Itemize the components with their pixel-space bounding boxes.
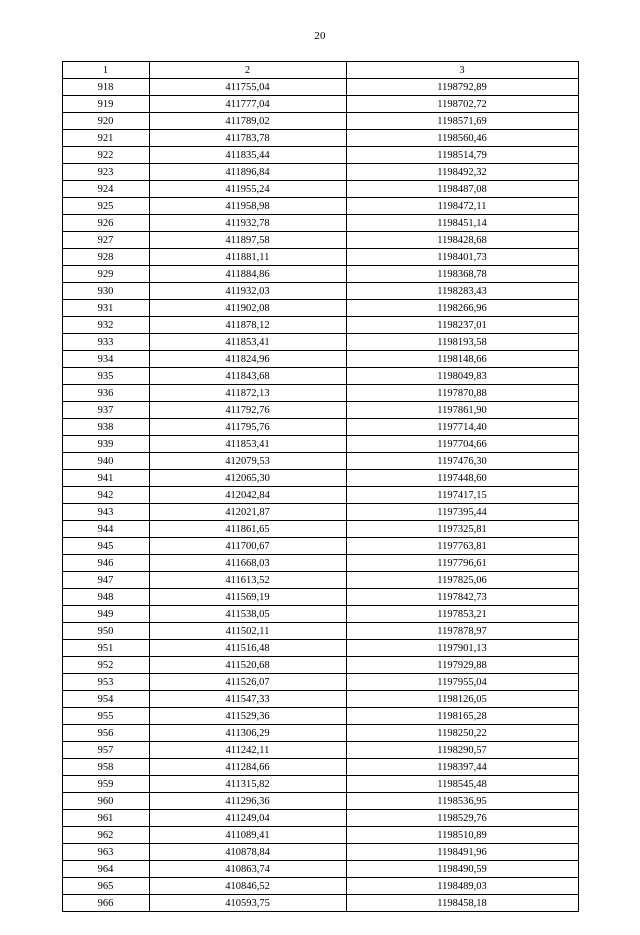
table-row xyxy=(62,487,578,504)
cell-y-coordinate: 1198529,76 xyxy=(346,810,578,827)
table-row xyxy=(62,878,578,895)
table-row xyxy=(62,147,578,164)
table-row xyxy=(62,266,578,283)
cell-x-coordinate: 412042,84 xyxy=(149,487,346,504)
coordinates-table-container xyxy=(0,61,640,912)
cell-y-coordinate: 1197955,04 xyxy=(346,674,578,691)
cell-x-coordinate: 411306,29 xyxy=(149,725,346,742)
cell-y-coordinate: 1197861,90 xyxy=(346,402,578,419)
table-row xyxy=(62,504,578,521)
cell-y-coordinate: 1198492,32 xyxy=(346,164,578,181)
cell-y-coordinate: 1198368,78 xyxy=(346,266,578,283)
table-row xyxy=(62,725,578,742)
cell-index: 945 xyxy=(62,538,149,555)
cell-y-coordinate: 1198126,05 xyxy=(346,691,578,708)
cell-y-coordinate: 1197901,13 xyxy=(346,640,578,657)
cell-y-coordinate: 1198489,03 xyxy=(346,878,578,895)
table-row xyxy=(62,198,578,215)
cell-x-coordinate: 411529,36 xyxy=(149,708,346,725)
cell-index: 943 xyxy=(62,504,149,521)
cell-x-coordinate: 411668,03 xyxy=(149,555,346,572)
cell-x-coordinate: 411872,13 xyxy=(149,385,346,402)
cell-x-coordinate: 411824,96 xyxy=(149,351,346,368)
cell-y-coordinate: 1198428,68 xyxy=(346,232,578,249)
cell-x-coordinate: 411897,58 xyxy=(149,232,346,249)
cell-index: 922 xyxy=(62,147,149,164)
cell-index: 959 xyxy=(62,776,149,793)
cell-y-coordinate: 1198401,73 xyxy=(346,249,578,266)
table-row xyxy=(62,623,578,640)
cell-y-coordinate: 1198487,08 xyxy=(346,181,578,198)
cell-index: 941 xyxy=(62,470,149,487)
table-row xyxy=(62,572,578,589)
table-header-row xyxy=(62,62,578,79)
cell-x-coordinate: 411284,66 xyxy=(149,759,346,776)
cell-index: 952 xyxy=(62,657,149,674)
table-row xyxy=(62,300,578,317)
cell-x-coordinate: 410846,52 xyxy=(149,878,346,895)
cell-index: 926 xyxy=(62,215,149,232)
cell-index: 949 xyxy=(62,606,149,623)
cell-y-coordinate: 1198514,79 xyxy=(346,147,578,164)
table-row xyxy=(62,776,578,793)
cell-index: 939 xyxy=(62,436,149,453)
cell-x-coordinate: 411881,11 xyxy=(149,249,346,266)
cell-y-coordinate: 1198451,14 xyxy=(346,215,578,232)
cell-index: 927 xyxy=(62,232,149,249)
table-row xyxy=(62,657,578,674)
cell-x-coordinate: 411089,41 xyxy=(149,827,346,844)
cell-y-coordinate: 1198458,18 xyxy=(346,895,578,912)
cell-x-coordinate: 412065,30 xyxy=(149,470,346,487)
cell-y-coordinate: 1197325,81 xyxy=(346,521,578,538)
cell-index: 918 xyxy=(62,79,149,96)
cell-x-coordinate: 411502,11 xyxy=(149,623,346,640)
cell-index: 942 xyxy=(62,487,149,504)
cell-index: 951 xyxy=(62,640,149,657)
cell-index: 960 xyxy=(62,793,149,810)
cell-y-coordinate: 1197448,60 xyxy=(346,470,578,487)
cell-y-coordinate: 1198571,69 xyxy=(346,113,578,130)
table-row xyxy=(62,606,578,623)
cell-x-coordinate: 411843,68 xyxy=(149,368,346,385)
cell-y-coordinate: 1198290,57 xyxy=(346,742,578,759)
cell-index: 938 xyxy=(62,419,149,436)
table-row xyxy=(62,708,578,725)
cell-y-coordinate: 1197714,40 xyxy=(346,419,578,436)
cell-y-coordinate: 1197870,88 xyxy=(346,385,578,402)
cell-y-coordinate: 1197853,21 xyxy=(346,606,578,623)
cell-x-coordinate: 411958,98 xyxy=(149,198,346,215)
cell-index: 928 xyxy=(62,249,149,266)
cell-index: 940 xyxy=(62,453,149,470)
table-row xyxy=(62,232,578,249)
cell-x-coordinate: 411896,84 xyxy=(149,164,346,181)
table-row xyxy=(62,674,578,691)
table-row xyxy=(62,164,578,181)
cell-x-coordinate: 412021,87 xyxy=(149,504,346,521)
cell-index: 931 xyxy=(62,300,149,317)
cell-index: 964 xyxy=(62,861,149,878)
document-page xyxy=(0,30,640,935)
table-row xyxy=(62,742,578,759)
cell-index: 929 xyxy=(62,266,149,283)
cell-y-coordinate: 1197704,66 xyxy=(346,436,578,453)
cell-x-coordinate: 411538,05 xyxy=(149,606,346,623)
table-row xyxy=(62,334,578,351)
cell-index: 948 xyxy=(62,589,149,606)
cell-index: 956 xyxy=(62,725,149,742)
cell-x-coordinate: 411777,04 xyxy=(149,96,346,113)
cell-y-coordinate: 1198560,46 xyxy=(346,130,578,147)
cell-index: 923 xyxy=(62,164,149,181)
cell-x-coordinate: 411700,67 xyxy=(149,538,346,555)
cell-index: 936 xyxy=(62,385,149,402)
cell-x-coordinate: 411835,44 xyxy=(149,147,346,164)
cell-x-coordinate: 410878,84 xyxy=(149,844,346,861)
table-row xyxy=(62,368,578,385)
table-row xyxy=(62,759,578,776)
table-head xyxy=(62,62,578,79)
table-row xyxy=(62,181,578,198)
cell-x-coordinate: 411932,03 xyxy=(149,283,346,300)
cell-y-coordinate: 1198266,96 xyxy=(346,300,578,317)
cell-y-coordinate: 1197929,88 xyxy=(346,657,578,674)
cell-y-coordinate: 1198397,44 xyxy=(346,759,578,776)
table-row xyxy=(62,470,578,487)
cell-y-coordinate: 1197842,73 xyxy=(346,589,578,606)
cell-x-coordinate: 411249,04 xyxy=(149,810,346,827)
cell-x-coordinate: 411955,24 xyxy=(149,181,346,198)
table-row xyxy=(62,827,578,844)
cell-index: 957 xyxy=(62,742,149,759)
cell-x-coordinate: 411932,78 xyxy=(149,215,346,232)
cell-x-coordinate: 411315,82 xyxy=(149,776,346,793)
cell-index: 963 xyxy=(62,844,149,861)
cell-x-coordinate: 411613,52 xyxy=(149,572,346,589)
cell-y-coordinate: 1198490,59 xyxy=(346,861,578,878)
cell-index: 920 xyxy=(62,113,149,130)
cell-x-coordinate: 411296,36 xyxy=(149,793,346,810)
table-row xyxy=(62,521,578,538)
cell-index: 925 xyxy=(62,198,149,215)
table-row xyxy=(62,249,578,266)
cell-x-coordinate: 411853,41 xyxy=(149,436,346,453)
cell-index: 965 xyxy=(62,878,149,895)
table-row xyxy=(62,419,578,436)
table-row xyxy=(62,810,578,827)
cell-y-coordinate: 1198491,96 xyxy=(346,844,578,861)
cell-x-coordinate: 411516,48 xyxy=(149,640,346,657)
cell-y-coordinate: 1198193,58 xyxy=(346,334,578,351)
cell-index: 955 xyxy=(62,708,149,725)
table-row xyxy=(62,351,578,368)
cell-x-coordinate: 411783,78 xyxy=(149,130,346,147)
cell-index: 962 xyxy=(62,827,149,844)
cell-index: 954 xyxy=(62,691,149,708)
cell-y-coordinate: 1197878,97 xyxy=(346,623,578,640)
table-row xyxy=(62,538,578,555)
cell-index: 958 xyxy=(62,759,149,776)
table-body xyxy=(62,79,578,912)
cell-y-coordinate: 1198049,83 xyxy=(346,368,578,385)
cell-x-coordinate: 411789,02 xyxy=(149,113,346,130)
cell-index: 966 xyxy=(62,895,149,912)
column-header-1: 1 xyxy=(62,62,149,79)
table-row xyxy=(62,96,578,113)
cell-index: 919 xyxy=(62,96,149,113)
cell-y-coordinate: 1198545,48 xyxy=(346,776,578,793)
cell-y-coordinate: 1198472,11 xyxy=(346,198,578,215)
cell-x-coordinate: 411884,86 xyxy=(149,266,346,283)
cell-x-coordinate: 411902,08 xyxy=(149,300,346,317)
cell-x-coordinate: 411795,76 xyxy=(149,419,346,436)
cell-x-coordinate: 411520,68 xyxy=(149,657,346,674)
cell-x-coordinate: 411755,04 xyxy=(149,79,346,96)
cell-y-coordinate: 1198165,28 xyxy=(346,708,578,725)
table-row xyxy=(62,861,578,878)
column-header-2: 2 xyxy=(149,62,346,79)
cell-index: 930 xyxy=(62,283,149,300)
cell-index: 953 xyxy=(62,674,149,691)
cell-y-coordinate: 1197763,81 xyxy=(346,538,578,555)
table-row xyxy=(62,844,578,861)
cell-y-coordinate: 1198237,01 xyxy=(346,317,578,334)
table-row xyxy=(62,589,578,606)
cell-index: 933 xyxy=(62,334,149,351)
cell-y-coordinate: 1198536,95 xyxy=(346,793,578,810)
cell-index: 924 xyxy=(62,181,149,198)
cell-y-coordinate: 1198510,89 xyxy=(346,827,578,844)
cell-index: 947 xyxy=(62,572,149,589)
column-header-3: 3 xyxy=(346,62,578,79)
table-row xyxy=(62,640,578,657)
table-row xyxy=(62,453,578,470)
cell-index: 932 xyxy=(62,317,149,334)
table-row xyxy=(62,385,578,402)
cell-x-coordinate: 411526,07 xyxy=(149,674,346,691)
cell-x-coordinate: 411861,65 xyxy=(149,521,346,538)
cell-y-coordinate: 1198283,43 xyxy=(346,283,578,300)
page-number: 20 xyxy=(314,30,326,42)
cell-x-coordinate: 411547,33 xyxy=(149,691,346,708)
table-row xyxy=(62,895,578,912)
coordinates-table xyxy=(62,61,579,912)
cell-y-coordinate: 1197476,30 xyxy=(346,453,578,470)
cell-y-coordinate: 1198148,66 xyxy=(346,351,578,368)
cell-y-coordinate: 1197796,61 xyxy=(346,555,578,572)
cell-x-coordinate: 410863,74 xyxy=(149,861,346,878)
cell-y-coordinate: 1198792,89 xyxy=(346,79,578,96)
cell-x-coordinate: 412079,53 xyxy=(149,453,346,470)
cell-index: 921 xyxy=(62,130,149,147)
table-row xyxy=(62,283,578,300)
cell-y-coordinate: 1198702,72 xyxy=(346,96,578,113)
table-row xyxy=(62,691,578,708)
cell-index: 961 xyxy=(62,810,149,827)
cell-index: 946 xyxy=(62,555,149,572)
table-row xyxy=(62,793,578,810)
cell-index: 934 xyxy=(62,351,149,368)
cell-x-coordinate: 411853,41 xyxy=(149,334,346,351)
cell-y-coordinate: 1198250,22 xyxy=(346,725,578,742)
cell-index: 944 xyxy=(62,521,149,538)
cell-y-coordinate: 1197825,06 xyxy=(346,572,578,589)
cell-x-coordinate: 411569,19 xyxy=(149,589,346,606)
cell-x-coordinate: 411878,12 xyxy=(149,317,346,334)
cell-index: 950 xyxy=(62,623,149,640)
cell-y-coordinate: 1197417,15 xyxy=(346,487,578,504)
table-row xyxy=(62,436,578,453)
cell-x-coordinate: 411242,11 xyxy=(149,742,346,759)
cell-x-coordinate: 410593,75 xyxy=(149,895,346,912)
cell-x-coordinate: 411792,76 xyxy=(149,402,346,419)
cell-index: 935 xyxy=(62,368,149,385)
table-row xyxy=(62,130,578,147)
table-row xyxy=(62,113,578,130)
table-row xyxy=(62,215,578,232)
table-row xyxy=(62,555,578,572)
table-row xyxy=(62,317,578,334)
cell-y-coordinate: 1197395,44 xyxy=(346,504,578,521)
table-row xyxy=(62,79,578,96)
cell-index: 937 xyxy=(62,402,149,419)
table-row xyxy=(62,402,578,419)
